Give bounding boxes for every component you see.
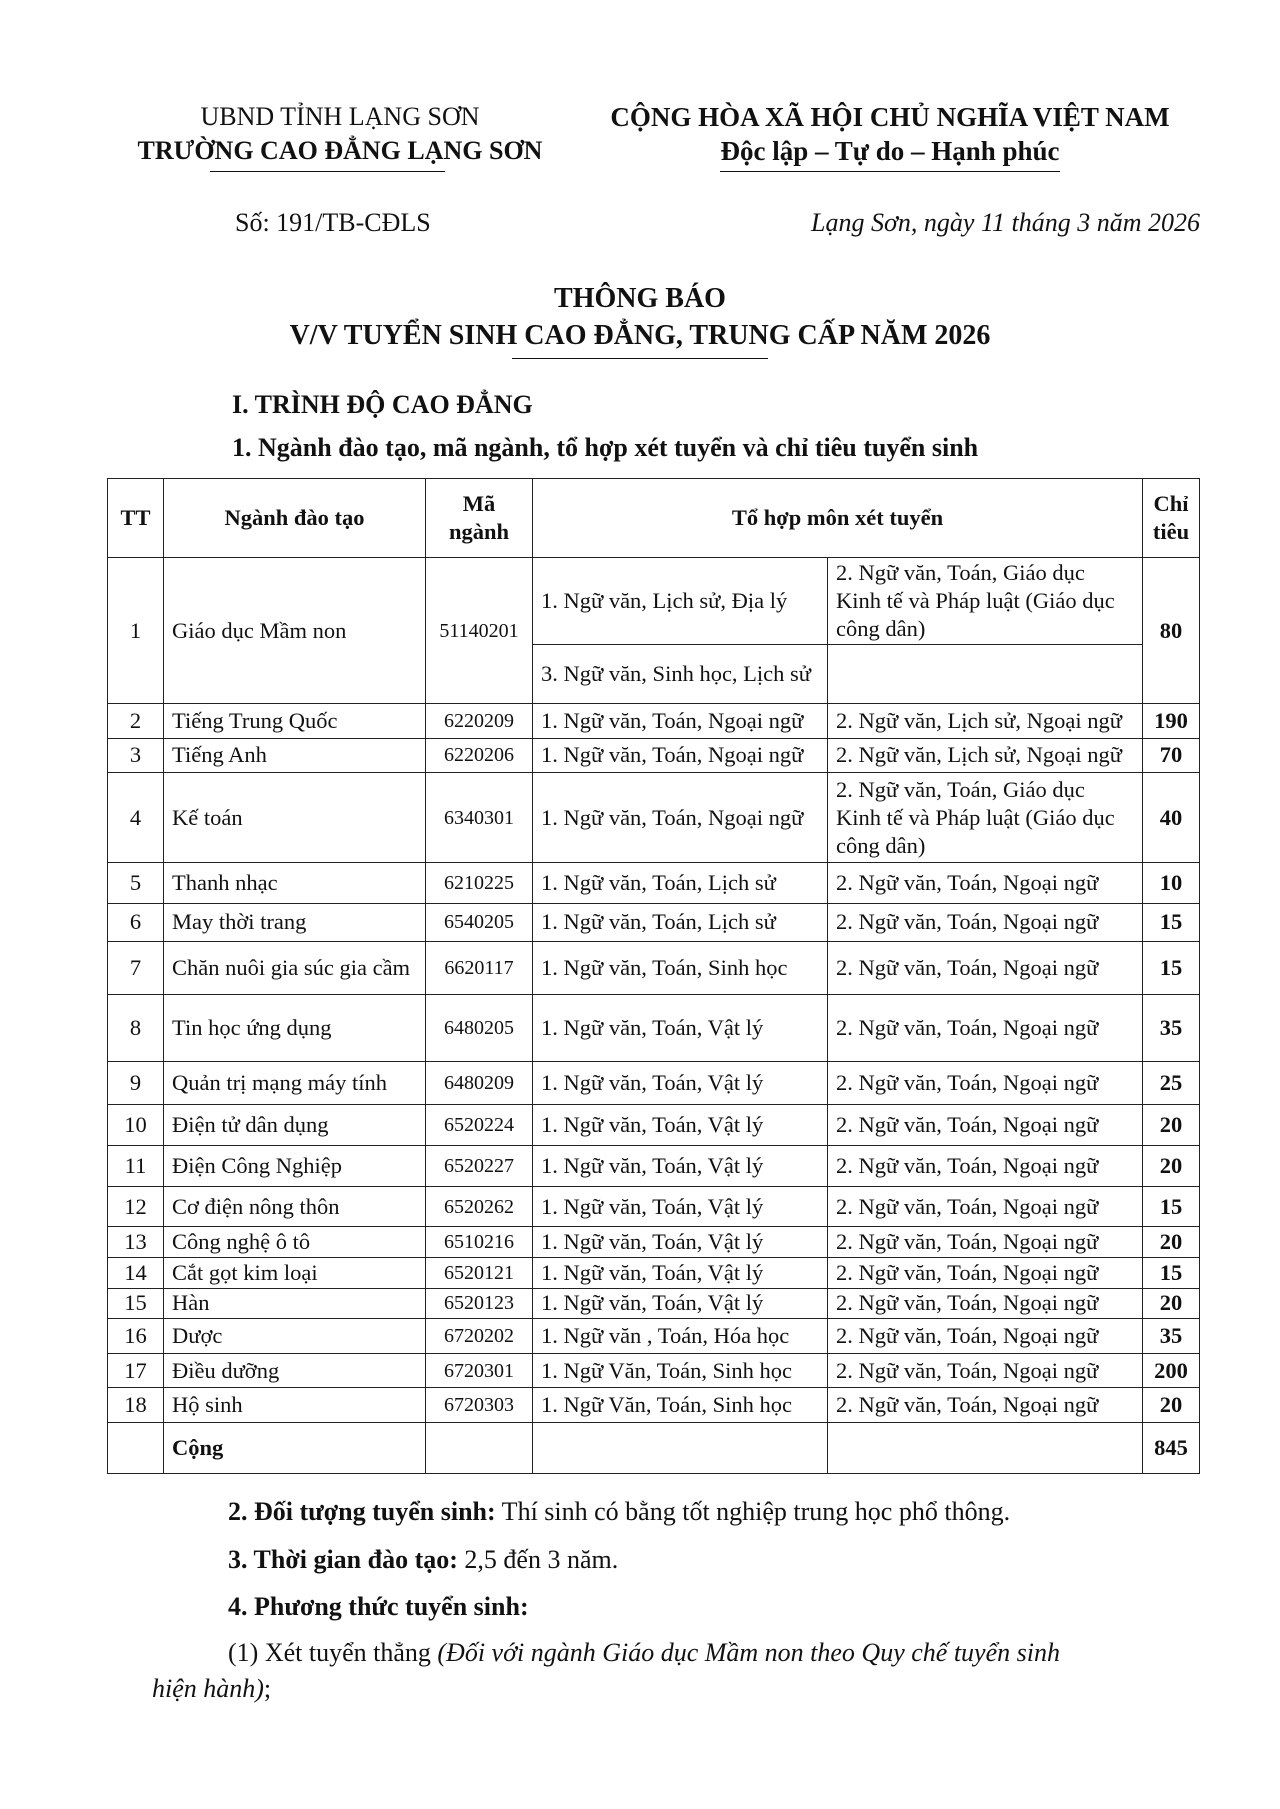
training-duration <box>228 1545 618 1575</box>
cell-combination-1: 1. Ngữ văn, Toán, Vật lý <box>533 1258 828 1289</box>
cell-tt: 13 <box>108 1227 164 1258</box>
cell-tt: 8 <box>108 995 164 1062</box>
cell-tt: 3 <box>108 738 164 773</box>
nation-line-2 <box>720 134 1059 168</box>
table-row <box>108 1105 1200 1146</box>
header-code: Mã ngành <box>426 479 533 558</box>
header-combination: Tổ hợp môn xét tuyển <box>533 479 1143 558</box>
title-line-2 <box>290 317 991 354</box>
cell-combination-2: 2. Ngữ văn, Toán, Ngoại ngữ <box>828 1227 1143 1258</box>
cell-major: Điện Công Nghiệp <box>164 1145 426 1186</box>
cell-major: Hàn <box>164 1288 426 1319</box>
cell-major: Chăn nuôi gia súc gia cầm <box>164 942 426 995</box>
motto-underline <box>720 171 1059 173</box>
table-row <box>108 1288 1200 1319</box>
cell-combination-1: 1. Ngữ Văn, Toán, Sinh học <box>533 1388 828 1423</box>
cell-combination-1: 1. Ngữ văn, Toán, Lịch sử <box>533 862 828 903</box>
document-date: Lạng Sơn, ngày 11 tháng 3 năm 2026 <box>811 208 1200 237</box>
document-number: Số: 191/TB-CĐLS <box>235 208 431 237</box>
table-row <box>108 738 1200 773</box>
cell-combination-2: 2. Ngữ văn, Toán, Giáo dục Kinh tế và Pháp luật (Giáo dục công dân) <box>828 558 1143 645</box>
table-row <box>108 995 1200 1062</box>
cell-combination-1: 1. Ngữ Văn, Toán, Sinh học <box>533 1353 828 1388</box>
cell-combination-2: 2. Ngữ văn, Toán, Ngoại ngữ <box>828 903 1143 942</box>
table-row <box>108 942 1200 995</box>
cell-code: 6520123 <box>426 1288 533 1319</box>
table-total-row <box>108 1422 1200 1473</box>
cell-code: 6340301 <box>426 773 533 863</box>
cell-combination-1: 1. Ngữ văn, Toán, Vật lý <box>533 1186 828 1227</box>
national-motto <box>580 100 1200 168</box>
cell-combination-1: 1. Ngữ văn, Lịch sử, Địa lý <box>533 558 828 645</box>
header-tt: TT <box>108 479 164 558</box>
cell-combination-1: 1. Ngữ văn, Toán, Vật lý <box>533 995 828 1062</box>
section-heading: I. TRÌNH ĐỘ CAO ĐẲNG <box>232 390 533 419</box>
cell-combination-1: 1. Ngữ văn, Toán, Vật lý <box>533 1062 828 1105</box>
table-row <box>108 1145 1200 1186</box>
subsection-heading: 1. Ngành đào tạo, mã ngành, tổ hợp xét tuyển và chỉ tiêu tuyển sinh <box>232 433 979 462</box>
cell-tt: 17 <box>108 1353 164 1388</box>
cell-quota: 20 <box>1143 1388 1200 1423</box>
document-title <box>0 280 1280 354</box>
target-text: Thí sinh có bằng tốt nghiệp trung học phổ thông. <box>495 1497 1011 1526</box>
cell-quota: 20 <box>1143 1105 1200 1146</box>
cell-quota: 10 <box>1143 862 1200 903</box>
cell-combination-1: 1. Ngữ văn, Toán, Vật lý <box>533 1288 828 1319</box>
cell-total-empty <box>533 1422 828 1473</box>
cell-combination-1: 1. Ngữ văn, Toán, Vật lý <box>533 1145 828 1186</box>
cell-combination-2: 2. Ngữ văn, Toán, Ngoại ngữ <box>828 1062 1143 1105</box>
cell-code: 6480205 <box>426 995 533 1062</box>
cell-combination-2: 2. Ngữ văn, Lịch sử, Ngoại ngữ <box>828 704 1143 739</box>
cell-quota: 70 <box>1143 738 1200 773</box>
method-1-note-cont: hiện hành) <box>152 1674 264 1703</box>
cell-combination-2: 2. Ngữ văn, Toán, Giáo dục Kinh tế và Pháp luật (Giáo dục công dân) <box>828 773 1143 863</box>
cell-code: 6720202 <box>426 1319 533 1354</box>
cell-combination-2: 2. Ngữ văn, Toán, Ngoại ngữ <box>828 995 1143 1062</box>
cell-code: 6480209 <box>426 1062 533 1105</box>
cell-combination-4 <box>828 644 1143 703</box>
cell-major: Thanh nhạc <box>164 862 426 903</box>
cell-combination-1: 1. Ngữ văn, Toán, Ngoại ngữ <box>533 738 828 773</box>
cell-combination-2: 2. Ngữ văn, Toán, Ngoại ngữ <box>828 862 1143 903</box>
cell-major: Dược <box>164 1319 426 1354</box>
method-label: 4. Phương thức tuyển sinh: <box>228 1592 529 1621</box>
cell-combination-1: 1. Ngữ văn, Toán, Vật lý <box>533 1227 828 1258</box>
cell-tt: 7 <box>108 942 164 995</box>
table-row <box>108 1062 1200 1105</box>
cell-quota: 35 <box>1143 995 1200 1062</box>
cell-combination-3: 3. Ngữ văn, Sinh học, Lịch sử <box>533 644 828 703</box>
cell-tt: 16 <box>108 1319 164 1354</box>
cell-tt: 4 <box>108 773 164 863</box>
cell-quota: 80 <box>1143 558 1200 704</box>
cell-tt: 18 <box>108 1388 164 1423</box>
method-1-note: (Đối với ngành Giáo dục Mầm non theo Quy chế tuyển sinh <box>437 1638 1060 1667</box>
admission-table-body <box>108 479 1200 1474</box>
org-name: TRƯỜNG CAO ĐẲNG LẠNG SƠN <box>137 136 543 165</box>
table-header-row <box>108 479 1200 558</box>
cell-major: Tiếng Trung Quốc <box>164 704 426 739</box>
header-major: Ngành đào tạo <box>164 479 426 558</box>
issuing-org <box>100 100 580 168</box>
cell-major: Giáo dục Mầm non <box>164 558 426 704</box>
table-row <box>108 558 1200 645</box>
table-row <box>108 1353 1200 1388</box>
cell-total-empty <box>426 1422 533 1473</box>
table-row <box>108 1388 1200 1423</box>
duration-label: 3. Thời gian đào tạo: <box>228 1545 458 1574</box>
cell-major: May thời trang <box>164 903 426 942</box>
cell-tt: 10 <box>108 1105 164 1146</box>
cell-combination-2: 2. Ngữ văn, Toán, Ngoại ngữ <box>828 1145 1143 1186</box>
admission-table <box>107 478 1200 1474</box>
cell-combination-2: 2. Ngữ văn, Toán, Ngoại ngữ <box>828 1258 1143 1289</box>
cell-combination-2: 2. Ngữ văn, Lịch sử, Ngoại ngữ <box>828 738 1143 773</box>
cell-major: Hộ sinh <box>164 1388 426 1423</box>
cell-major: Tin học ứng dụng <box>164 995 426 1062</box>
cell-combination-2: 2. Ngữ văn, Toán, Ngoại ngữ <box>828 1186 1143 1227</box>
cell-major: Cắt gọt kim loại <box>164 1258 426 1289</box>
cell-quota: 20 <box>1143 1145 1200 1186</box>
cell-total-empty <box>108 1422 164 1473</box>
cell-code: 6520227 <box>426 1145 533 1186</box>
duration-text: 2,5 đến 3 năm. <box>457 1545 619 1574</box>
cell-code: 6520224 <box>426 1105 533 1146</box>
cell-quota: 190 <box>1143 704 1200 739</box>
cell-tt: 15 <box>108 1288 164 1319</box>
table-row <box>108 1186 1200 1227</box>
cell-quota: 40 <box>1143 773 1200 863</box>
cell-combination-1: 1. Ngữ văn, Toán, Lịch sử <box>533 903 828 942</box>
cell-quota: 15 <box>1143 903 1200 942</box>
cell-quota: 25 <box>1143 1062 1200 1105</box>
org-line-2 <box>138 134 543 168</box>
method-1-line-1 <box>228 1635 1178 1671</box>
cell-code: 6520262 <box>426 1186 533 1227</box>
method-1-prefix: (1) Xét tuyển thẳng <box>228 1638 438 1667</box>
cell-tt: 2 <box>108 704 164 739</box>
table-row <box>108 1319 1200 1354</box>
cell-quota: 15 <box>1143 942 1200 995</box>
cell-combination-1: 1. Ngữ văn , Toán, Hóa học <box>533 1319 828 1354</box>
org-underline <box>210 171 446 173</box>
cell-quota: 20 <box>1143 1227 1200 1258</box>
cell-code: 6510216 <box>426 1227 533 1258</box>
cell-code: 6720301 <box>426 1353 533 1388</box>
target-label: 2. Đối tượng tuyển sinh: <box>228 1497 496 1526</box>
title-underline <box>512 358 769 360</box>
header-quota: Chỉ tiêu <box>1143 479 1200 558</box>
cell-tt: 1 <box>108 558 164 704</box>
cell-combination-1: 1. Ngữ văn, Toán, Ngoại ngữ <box>533 704 828 739</box>
cell-major: Cơ điện nông thôn <box>164 1186 426 1227</box>
cell-quota: 20 <box>1143 1288 1200 1319</box>
cell-total-empty <box>828 1422 1143 1473</box>
title-subject: V/V TUYỂN SINH CAO ĐẲNG, TRUNG CẤP NĂM 2026 <box>289 320 991 351</box>
table-row <box>108 1227 1200 1258</box>
cell-tt: 6 <box>108 903 164 942</box>
cell-tt: 14 <box>108 1258 164 1289</box>
cell-tt: 12 <box>108 1186 164 1227</box>
cell-combination-1: 1. Ngữ văn, Toán, Sinh học <box>533 942 828 995</box>
cell-code: 6520121 <box>426 1258 533 1289</box>
title-line-1: THÔNG BÁO <box>554 283 726 314</box>
cell-tt: 11 <box>108 1145 164 1186</box>
cell-total-label: Cộng <box>164 1422 426 1473</box>
org-line-1: UBND TỈNH LẠNG SƠN <box>200 102 480 131</box>
method-1-suffix: ; <box>263 1674 272 1703</box>
cell-major: Quản trị mạng máy tính <box>164 1062 426 1105</box>
cell-major: Công nghệ ô tô <box>164 1227 426 1258</box>
table-row <box>108 704 1200 739</box>
nation-line-1: CỘNG HÒA XÃ HỘI CHỦ NGHĨA VIỆT NAM <box>610 102 1170 132</box>
table-row <box>108 903 1200 942</box>
cell-quota: 15 <box>1143 1258 1200 1289</box>
method-1-line-2 <box>152 1671 1178 1707</box>
cell-combination-2: 2. Ngữ văn, Toán, Ngoại ngữ <box>828 1388 1143 1423</box>
table-row <box>108 1258 1200 1289</box>
cell-code: 6220206 <box>426 738 533 773</box>
cell-combination-1: 1. Ngữ văn, Toán, Ngoại ngữ <box>533 773 828 863</box>
cell-quota: 35 <box>1143 1319 1200 1354</box>
cell-major: Kế toán <box>164 773 426 863</box>
cell-tt: 9 <box>108 1062 164 1105</box>
cell-combination-2: 2. Ngữ văn, Toán, Ngoại ngữ <box>828 1319 1143 1354</box>
cell-major: Tiếng Anh <box>164 738 426 773</box>
motto-text: Độc lập – Tự do – Hạnh phúc <box>720 136 1060 166</box>
cell-combination-2: 2. Ngữ văn, Toán, Ngoại ngữ <box>828 1353 1143 1388</box>
cell-code: 6220209 <box>426 704 533 739</box>
cell-combination-1: 1. Ngữ văn, Toán, Vật lý <box>533 1105 828 1146</box>
cell-combination-2: 2. Ngữ văn, Toán, Ngoại ngữ <box>828 1288 1143 1319</box>
table-row <box>108 773 1200 863</box>
cell-total-value: 845 <box>1143 1422 1200 1473</box>
table-row <box>108 862 1200 903</box>
cell-code: 6540205 <box>426 903 533 942</box>
cell-combination-2: 2. Ngữ văn, Toán, Ngoại ngữ <box>828 942 1143 995</box>
cell-code: 51140201 <box>426 558 533 704</box>
cell-code: 6720303 <box>426 1388 533 1423</box>
cell-quota: 200 <box>1143 1353 1200 1388</box>
cell-quota: 15 <box>1143 1186 1200 1227</box>
cell-tt: 5 <box>108 862 164 903</box>
cell-major: Điều dưỡng <box>164 1353 426 1388</box>
cell-code: 6620117 <box>426 942 533 995</box>
cell-code: 6210225 <box>426 862 533 903</box>
admission-method-heading <box>228 1592 529 1622</box>
admission-target <box>228 1497 1010 1527</box>
cell-major: Điện tử dân dụng <box>164 1105 426 1146</box>
cell-combination-2: 2. Ngữ văn, Toán, Ngoại ngữ <box>828 1105 1143 1146</box>
admission-method-1 <box>152 1635 1178 1707</box>
